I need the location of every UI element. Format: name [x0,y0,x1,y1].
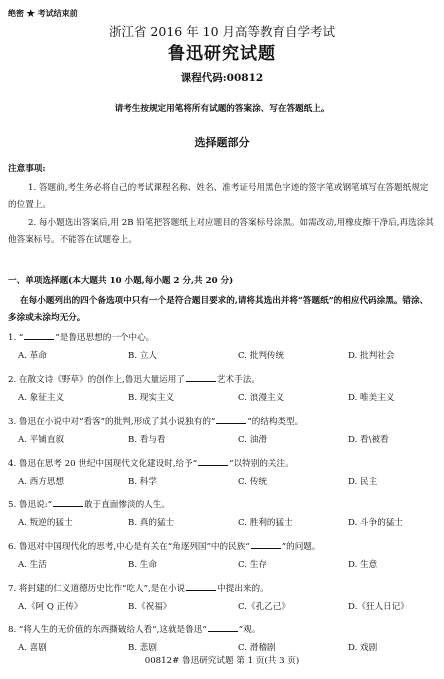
answer-instruction: 请考生按规定用笔将所有试题的答案涂、写在答题纸上。 [114,104,330,114]
answer-blank [216,415,246,424]
answer-option: C.《孔乙己》 [238,602,290,612]
question-stem [8,540,320,553]
question-stem [8,457,294,470]
answer-option: D. 唯美主义 [348,393,395,403]
question-text-before-blank: 1. “ [8,333,24,343]
section-note: 在每小题列出的四个备选项中只有一个是符合题目要求的,请将其选出并将“答题纸”的相应代码涂黑。错涂、多涂或未涂均无分。 [8,296,429,323]
answer-option: D. 斗争的猛士 [348,518,404,528]
answer-blank [251,540,281,549]
answer-option: D. 看\被看 [348,435,389,445]
answer-blank [198,457,228,466]
question-text-after-blank: 中提出来的。 [217,584,269,594]
question-text-after-blank: ”的问题。 [281,542,321,552]
answer-option: A. 喜剧 [18,643,47,653]
question-text-after-blank: 敢于直面惨淡的人生。 [84,500,170,510]
answer-option: B. 看与看 [128,435,166,445]
question-stem [8,582,269,595]
answer-option: D. 批判社会 [348,351,395,361]
question-stem [8,623,260,636]
answer-option: D. 民主 [348,477,378,487]
answer-option: C. 滑稽剧 [238,643,276,653]
question-text-before-blank: 5. 鲁迅说:“ [8,500,53,510]
question-text-before-blank: 7. 将封建的仁义道德历史比作“吃人”,是在小说 [8,584,186,594]
answer-option: B. 生命 [128,560,157,570]
answer-option: C. 批判传统 [238,351,285,361]
question-stem [8,415,303,428]
answer-option: C. 胜利的猛士 [238,518,293,528]
answer-option: C. 传统 [238,477,267,487]
question-text-after-blank: ”观。 [238,625,261,635]
section-title: 一、单项选择题(本大题共 10 小题,每小题 2 分,共 20 分) [8,276,234,286]
question-text-before-blank: 6. 鲁迅对中国现代化的思考,中心是有关在“角逐列国”中的民族“ [8,542,250,552]
answer-option: A. 叛逆的猛士 [18,518,73,528]
answer-option: A.《阿 Q 正传》 [18,602,83,612]
answer-blank [186,582,216,591]
answer-option: A. 西方思想 [18,477,65,487]
answer-blank [186,373,216,382]
answer-blank [208,623,238,632]
notes-title: 注意事项: [8,164,46,174]
page-footer: 00812# 鲁迅研究试题 第 1 页(共 3 页) [144,656,300,666]
note-item-1: 1. 答题前,考生务必将自己的考试课程名称、姓名、准考证号用黑色字迹的签字笔或钢笔填写在答题纸规定的位置上。 [8,183,429,210]
answer-option: B.《祝福》 [128,602,172,612]
answer-option: B. 真的猛士 [128,518,175,528]
answer-option: A. 生活 [18,560,47,570]
question-text-after-blank: ”以特别的关注。 [229,459,294,469]
question-text-after-blank: 艺术手法。 [216,375,260,385]
answer-option: C. 浪漫主义 [238,393,285,403]
question-stem [8,373,260,386]
answer-option: D.《狂人日记》 [348,602,409,612]
answer-option: C. 生存 [238,560,267,570]
answer-option: D. 生意 [348,560,378,570]
answer-option: B. 立人 [128,351,157,361]
question-stem [8,331,154,344]
answer-option: A. 革命 [18,351,47,361]
answer-blank [24,331,54,340]
question-text-before-blank: 3. 鲁迅在小说中对“看客”的批判,形成了其小说独有的“ [8,417,216,427]
answer-option: C. 油滑 [238,435,267,445]
question-stem [8,498,170,511]
course-code: 课程代码:00812 [180,72,264,84]
answer-blank [53,498,83,507]
subject-title: 鲁迅研究试题 [168,44,276,64]
question-text-after-blank: ”是鲁迅思想的一个中心。 [55,333,155,343]
question-text-before-blank: 4. 鲁迅在思考 20 世纪中国现代文化建设时,给予“ [8,459,198,469]
exam-title: 浙江省 2016 年 10 月高等教育自学考试 [108,24,336,39]
answer-option: B. 科学 [128,477,157,487]
confidential-mark: 绝密 ★ 考试结束前 [8,8,78,18]
part-title: 选择题部分 [194,136,250,149]
note-item-2: 2. 每小题选出答案后,用 2B 铅笔把答题纸上对应题目的答案标号涂黑。如需改动,用橡皮擦干净后,再选涂其他答案标号。不能答在试题卷上。 [8,218,434,245]
answer-option: B. 现实主义 [128,393,175,403]
question-text-before-blank: 8. “将人生的无价值的东西撕破给人看”,这就是鲁迅“ [8,625,207,635]
answer-option: D. 戏剧 [348,643,378,653]
answer-option: A. 象征主义 [18,393,65,403]
answer-option: B. 悲剧 [128,643,157,653]
question-text-after-blank: ”的结构类型。 [247,417,304,427]
answer-option: A. 平铺直叙 [18,435,65,445]
question-text-before-blank: 2. 在散文诗《野草》的创作上,鲁迅大量运用了 [8,375,185,385]
